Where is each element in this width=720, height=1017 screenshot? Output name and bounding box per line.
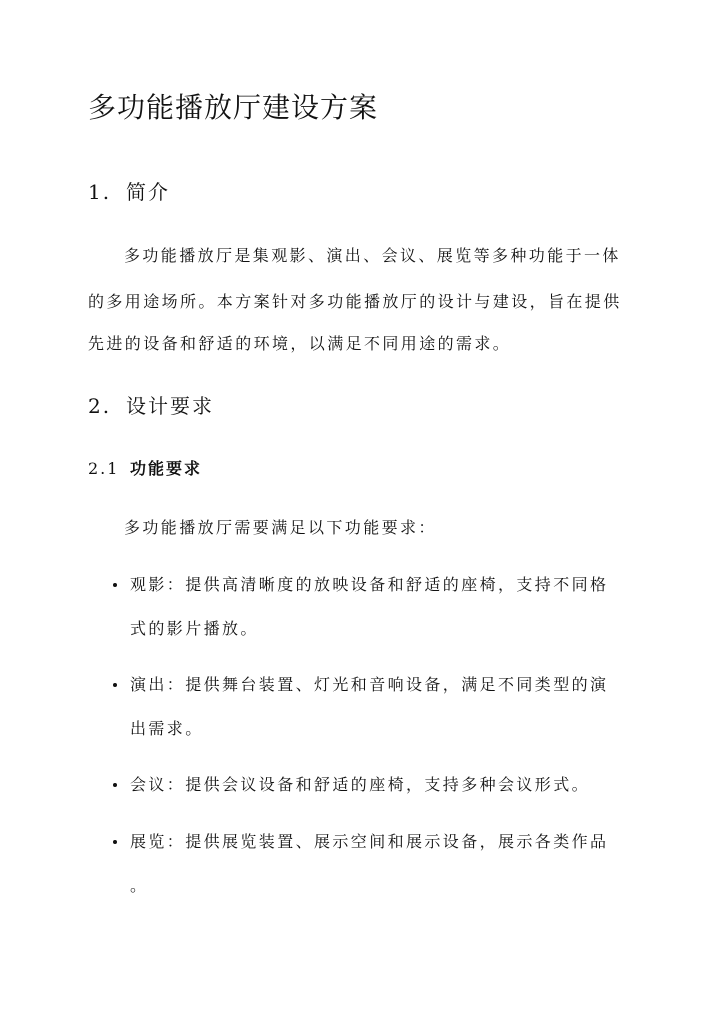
section-number: 1. (88, 180, 112, 204)
subsection-heading-functional (88, 456, 202, 479)
section-heading-design (88, 390, 214, 419)
intro-paragraph-line-2: 的多用途场所。本方案针对多功能播放厅的设计与建设，旨在提供 (88, 292, 622, 311)
bullet-2-line-1: 演出：提供舞台装置、灯光和音响设备，满足不同类型的演 (130, 675, 609, 694)
section-number: 2. (88, 394, 112, 418)
section-title: 设计要求 (126, 394, 214, 418)
intro-paragraph-line-1: 多功能播放厅是集观影、演出、会议、展览等多种功能于一体 (124, 246, 621, 265)
bullet-2-line-2: 出需求。 (130, 719, 204, 738)
bullet-dot (113, 683, 117, 687)
bullet-1-line-2: 式的影片播放。 (130, 619, 259, 638)
document-title: 多功能播放厅建设方案 (88, 91, 379, 124)
bullet-1-line-1: 观影：提供高清晰度的放映设备和舒适的座椅，支持不同格 (130, 575, 609, 594)
bullet-3-line-1: 会议：提供会议设备和舒适的座椅，支持多种会议形式。 (130, 775, 591, 794)
bullet-dot (113, 840, 117, 844)
subsection-title: 功能要求 (130, 459, 203, 478)
bullet-dot (113, 783, 117, 787)
section-heading-intro (88, 176, 170, 205)
bullet-4-line-2: 。 (130, 876, 149, 895)
subsection-number: 2.1 (88, 459, 120, 478)
intro-paragraph-line-3: 先进的设备和舒适的环境，以满足不同用途的需求。 (88, 334, 512, 353)
functional-intro: 多功能播放厅需要满足以下功能要求： (124, 518, 437, 537)
section-title: 简介 (126, 180, 170, 204)
bullet-4-line-1: 展览：提供展览装置、展示空间和展示设备，展示各类作品 (130, 832, 609, 851)
bullet-dot (113, 583, 117, 587)
